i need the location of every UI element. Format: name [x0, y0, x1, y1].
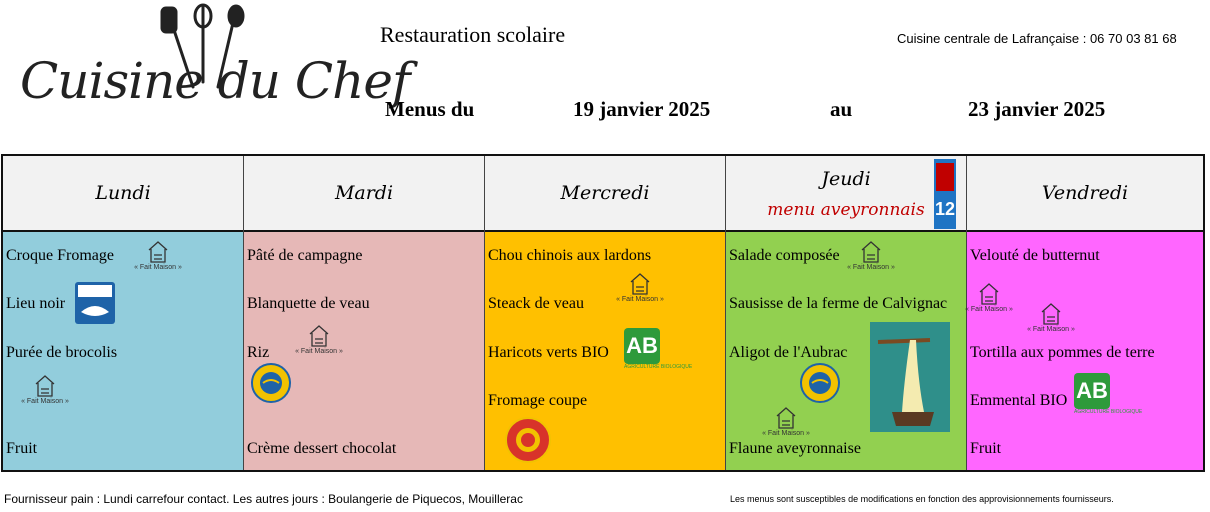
menu-item: Aligot de l'Aubrac: [729, 344, 848, 361]
logo-text: Cuisine du Chef: [20, 52, 410, 110]
menu-item: Blanquette de veau: [247, 295, 370, 312]
fait-maison-icon: « Fait Maison »: [756, 406, 816, 444]
menu-item: Fromage coupe: [488, 392, 588, 409]
day-header: [3, 156, 243, 232]
fait-maison-icon: « Fait Maison »: [841, 240, 901, 278]
menu-item: Fruit: [6, 440, 38, 457]
fait-maison-icon: « Fait Maison »: [289, 324, 349, 362]
day-name: Mercredi: [560, 182, 650, 204]
fait-maison-icon: « Fait Maison »: [610, 272, 670, 310]
day-header: [485, 156, 725, 232]
menu-item: Salade composée: [729, 247, 840, 264]
aop-seal-icon: [505, 417, 551, 463]
igp-seal-icon: [251, 363, 291, 403]
agriculture-bio-icon: AB AGRICULTURE BIOLOGIQUE: [624, 328, 662, 376]
aveyron-flag-icon: [936, 163, 954, 191]
page-title: Restauration scolaire: [380, 22, 566, 47]
day-column-lundi: [3, 156, 244, 470]
menus-label: Menus du: [385, 97, 475, 121]
start-date: 19 janvier 2025: [573, 97, 711, 121]
menu-item: Lieu noir: [6, 295, 66, 312]
agriculture-bio-icon: AB AGRICULTURE BIOLOGIQUE: [1074, 373, 1112, 421]
menu-item: Crème dessert chocolat: [247, 440, 397, 457]
menu-item: Emmental BIO: [970, 392, 1068, 409]
menu-item: Haricots verts BIO: [488, 344, 609, 361]
day-name: Vendredi: [1041, 182, 1129, 204]
weekly-menu-table: [1, 154, 1205, 472]
aveyron-badge: [934, 159, 956, 229]
menu-item: Fruit: [970, 440, 1002, 457]
logo: [10, 2, 410, 122]
menu-item: Sausisse de la ferme de Calvignac: [729, 295, 948, 312]
day-column-jeudi: [726, 156, 967, 470]
day-body: [3, 232, 243, 470]
day-body: [967, 232, 1203, 470]
day-body: [244, 232, 484, 470]
day-header: [967, 156, 1203, 232]
day-column-mardi: [244, 156, 485, 470]
fait-maison-icon: « Fait Maison »: [128, 240, 188, 278]
day-header: [244, 156, 484, 232]
day-body: [485, 232, 725, 470]
day-subtitle: menu aveyronnais: [767, 200, 925, 220]
day-name: Jeudi: [821, 168, 871, 190]
day-name: Mardi: [334, 182, 394, 204]
fait-maison-icon: « Fait Maison »: [15, 374, 75, 412]
igp-seal-icon: [800, 363, 840, 403]
menu-item: Velouté de butternut: [970, 247, 1100, 264]
disclaimer-note: Les menus sont susceptibles de modifications en fonction des approvisionnements fournisseurs.: [730, 494, 1114, 504]
menu-item: Flaune aveyronnaise: [729, 440, 861, 457]
menu-item: Croque Fromage: [6, 247, 114, 264]
aligot-photo: [870, 322, 950, 432]
menu-item: Pâté de campagne: [247, 247, 363, 264]
menu-item: Steack de veau: [488, 295, 584, 312]
bread-supplier-note: Fournisseur pain : Lundi carrefour contact. Les autres jours : Boulangerie de Piquecos, Mouillerac: [4, 492, 523, 506]
fait-maison-icon: « Fait Maison »: [959, 282, 1019, 320]
day-name: Lundi: [95, 182, 151, 204]
menu-item: Riz: [247, 344, 270, 361]
day-column-mercredi: [485, 156, 726, 470]
end-date: 23 janvier 2025: [968, 97, 1106, 121]
to-label: au: [830, 97, 853, 121]
menu-item: Tortilla aux pommes de terre: [970, 344, 1155, 361]
day-body: [726, 232, 966, 470]
day-column-vendredi: [967, 156, 1203, 470]
department-number: 12: [934, 199, 956, 219]
menu-item: Chou chinois aux lardons: [488, 247, 652, 264]
fait-maison-icon: « Fait Maison »: [1021, 302, 1081, 340]
contact-phone: Cuisine centrale de Lafrançaise : 06 70 03 81 68: [897, 31, 1177, 46]
day-header: [726, 156, 966, 232]
msc-label-icon: [75, 282, 115, 324]
menu-item: Purée de brocolis: [6, 344, 118, 361]
